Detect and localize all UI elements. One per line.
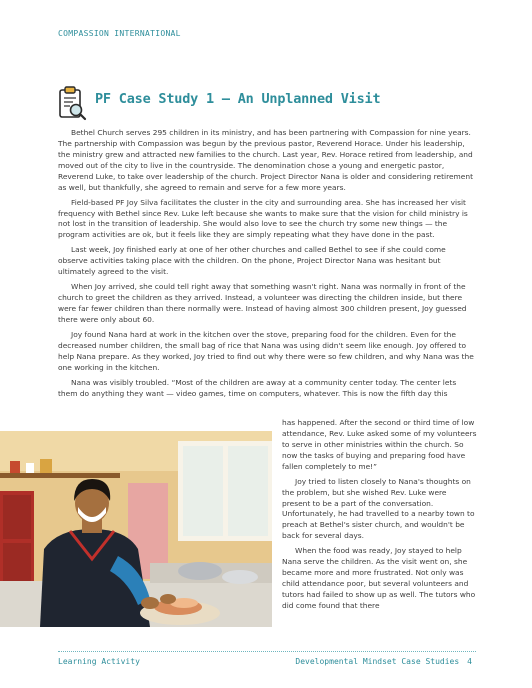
case-body <box>58 128 476 404</box>
page-number: 4 <box>467 657 472 666</box>
wrapped-text-column <box>282 418 477 616</box>
footer-section-label: Learning Activity <box>58 657 140 666</box>
paragraph: When the food was ready, Joy stayed to help Nana serve the children. As the visit went on, she became more and more frustrated. Not only was child attendance poor, but several volunteers and tutors had failed to show up as well. The tutors who did come found that there <box>282 546 476 610</box>
kitchen-photo <box>0 431 272 627</box>
clipboard-magnifier-icon <box>57 84 87 122</box>
paragraph: Field-based PF Joy Silva facilitates the cluster in the city and surrounding area. She has increased her visit frequency with Bethel since Rev. Luke left because she wants to make sure that the vision for child ministry is not lost in the transition of leadership. She would also love to see the church try some new things — the program activities are ok, but it feels like they are simply repeating what they have done in the past. <box>58 197 468 240</box>
paragraph: Joy found Nana hard at work in the kitchen over the stove, preparing food for the children. Even for the decreased number children, the small bag of rice that Nana was using didn't seem like enough. Joy offered to help Nana prepare. As they worked, Joy tried to find out why there were so few children, and why Nana was the one working in the kitchen. <box>58 330 474 372</box>
paragraph: Last week, Joy finished early at one of her other churches and called Bethel to see if she could come observe activities taking place with the children. On the phone, Project Director Nana was hesitant but ultimately agreed to the visit. <box>58 245 446 277</box>
brand-header: COMPASSION INTERNATIONAL <box>58 29 181 38</box>
case-study-title: PF Case Study 1 – An Unplanned Visit <box>95 91 381 107</box>
paragraph: Nana was visibly troubled. “Most of the children are away at a community center today. The center lets them do anything they want — video games, time on computers, whatever. This is now the fifth day this <box>58 377 457 398</box>
footer-document-title <box>295 657 472 666</box>
paragraph: When Joy arrived, she could tell right away that something wasn't right. Nana was normally in front of the church to greet the children as they arrived. Instead, a volunteer was directing the children inside, but there were far fewer children than there normally were. Instead of having almost 300 children present, Joy guessed there were only about 60. <box>58 282 467 325</box>
paragraph: Joy tried to listen closely to Nana's thoughts on the problem, but she wished Rev. Luke were present to be a part of the conversation. Unfortunately, he had travelled to a nearby town to preach at Bethel's sister church, and wouldn't be back for several days. <box>282 476 475 541</box>
paragraph: Bethel Church serves 295 children in its ministry, and has been partnering with Compassion for nine years. The partnership with Compassion was begun by the previous pastor, Reverend Horace. Under his leadership, the ministry grew and attracted new families to the church. Last year, Rev. Horace retired from leadership, and moved out of the city to live in the countryside. The denomination chose a young and energetic pastor, Reverend Luke, to take over leadership of the church. Project Director Nana is older and considering retirement as well, but thankfully, she agreed to remain and serve for a few more years. <box>58 128 473 192</box>
footer-divider <box>58 651 476 652</box>
paragraph: has happened. After the second or third time of low attendance, Rev. Luke asked some of my volunteers to serve in other ministries within the church. So now the tasks of buying and preparing food have fallen completely to me!” <box>282 418 477 471</box>
footer-title-text: Developmental Mindset Case Studies <box>295 657 460 666</box>
